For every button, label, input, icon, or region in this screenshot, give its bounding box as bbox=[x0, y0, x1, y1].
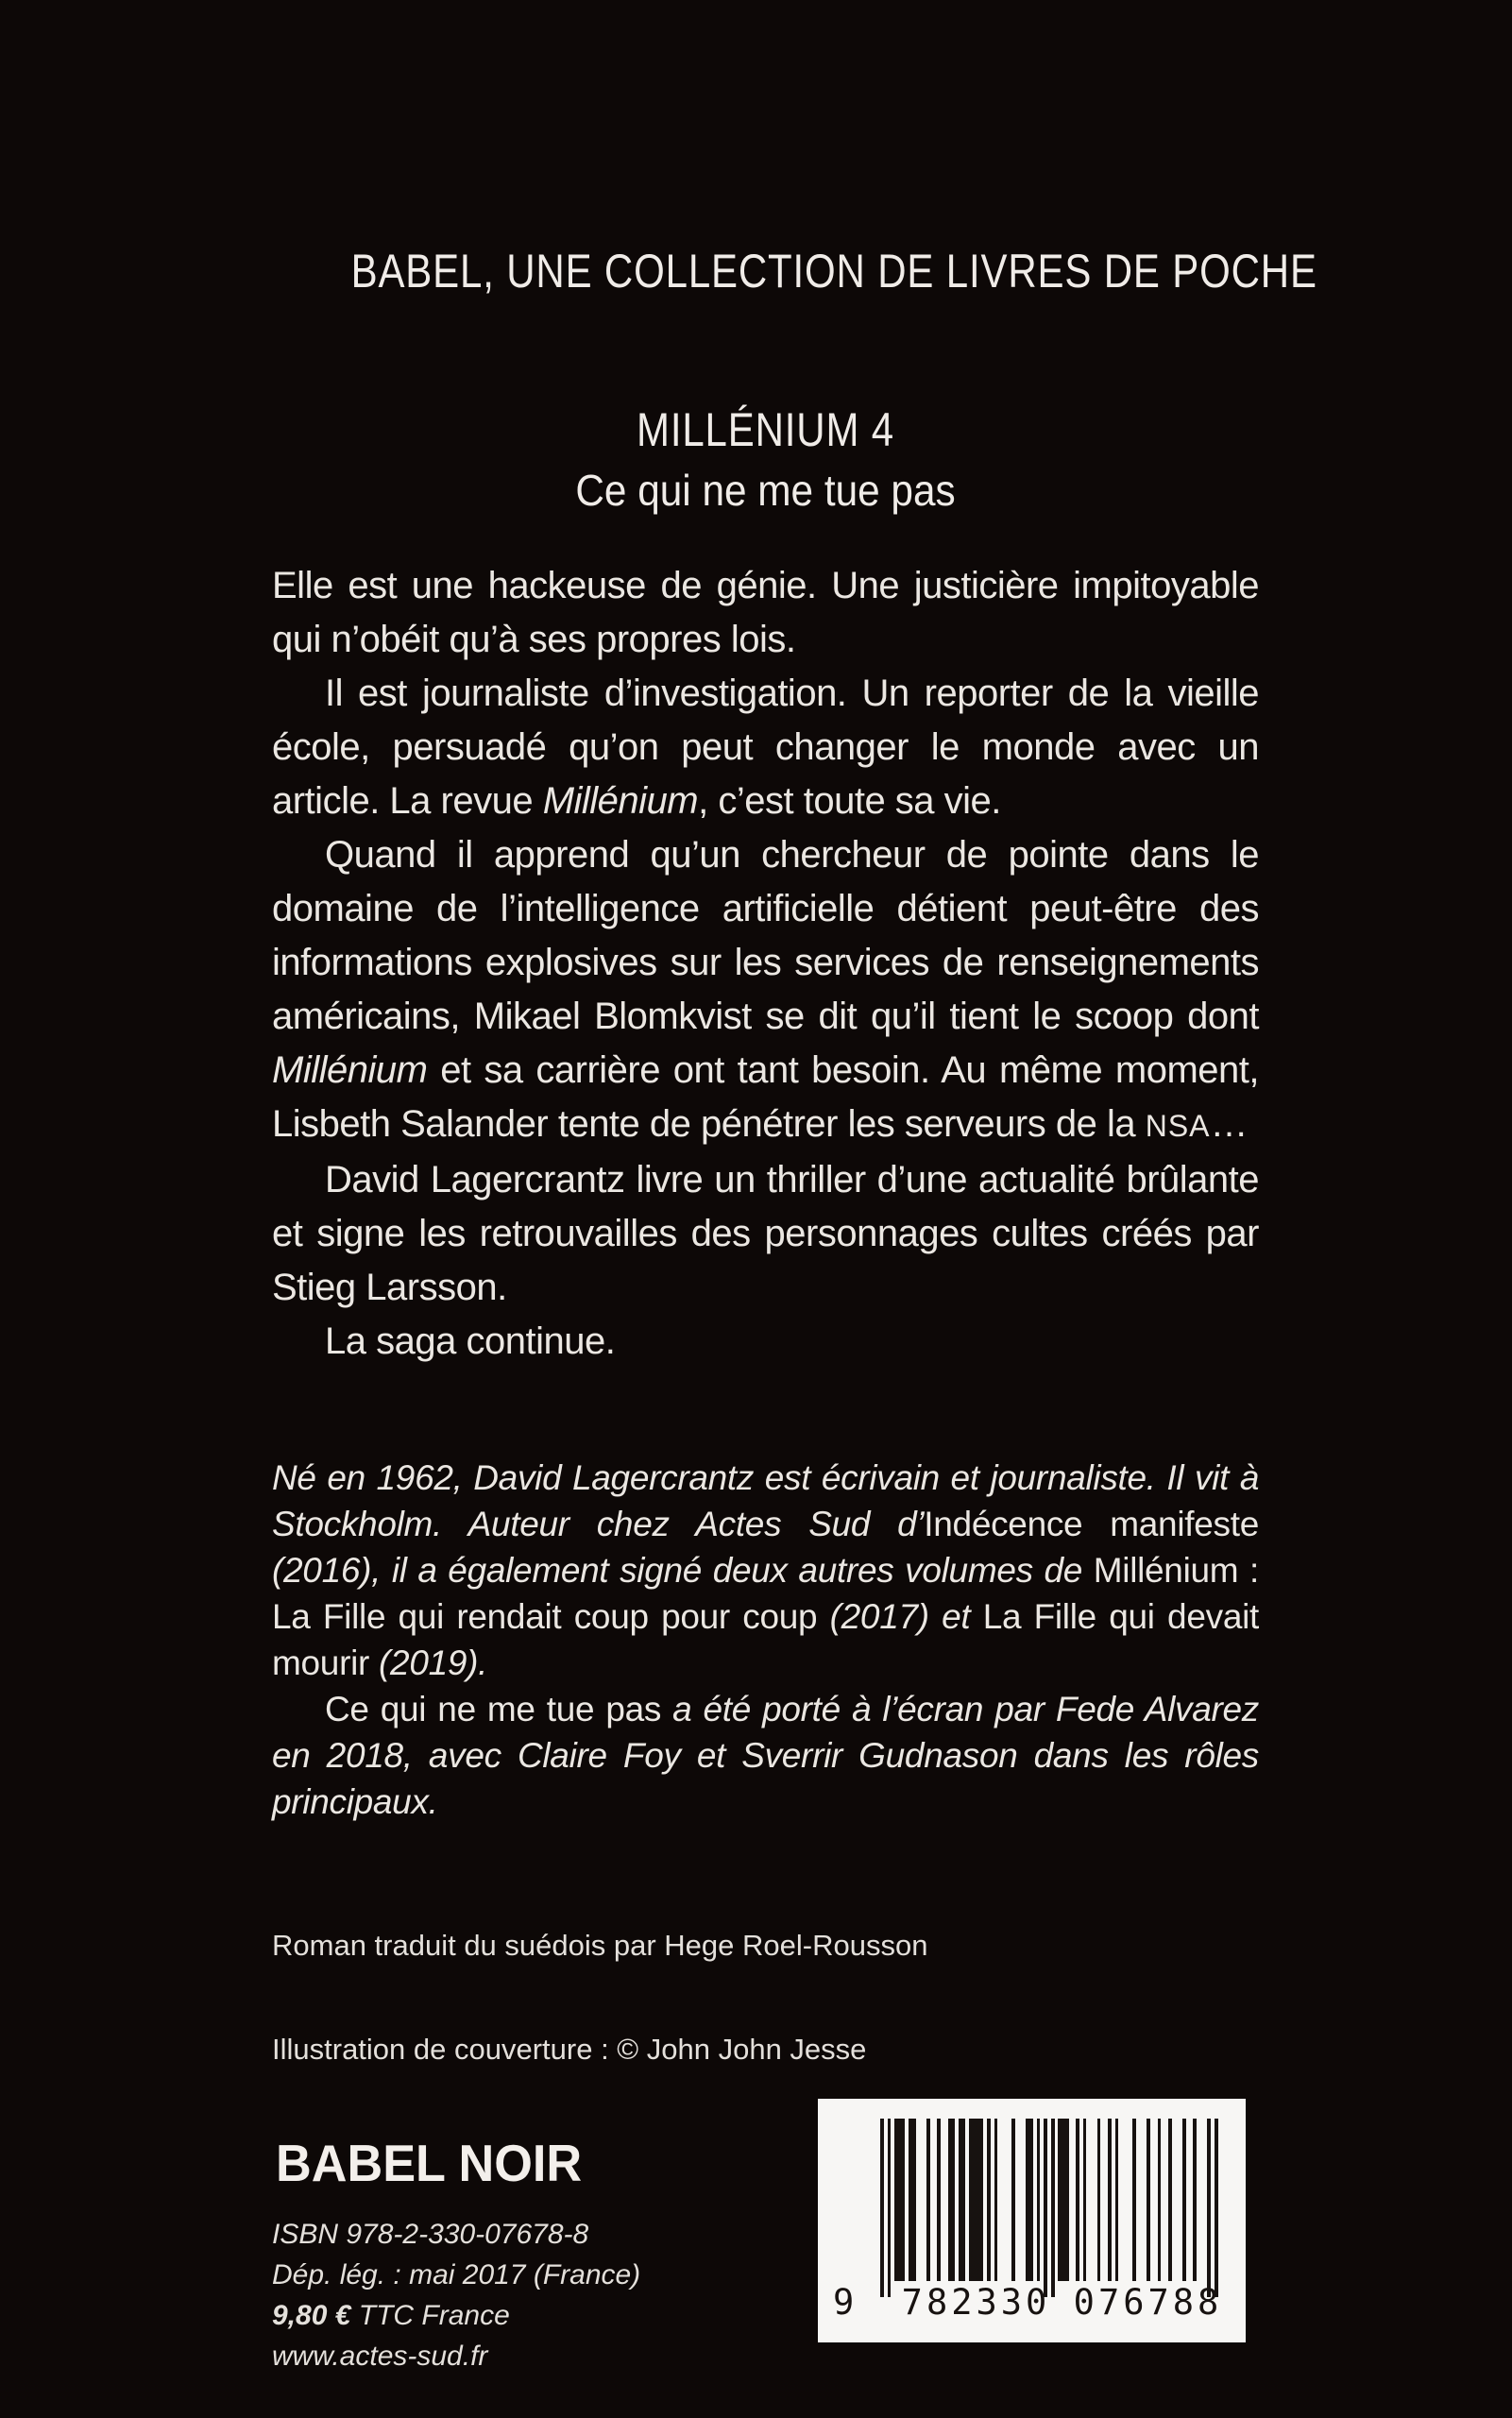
text-segment: (2017) et bbox=[817, 1597, 983, 1636]
text-segment: Quand il apprend qu’un chercheur de pointe dans le domaine de l’intelligence artificielle détient peut-être des informations explosives sur les services de renseignements américains, Mikael Blomkvist se dit qu’il tient le scoop dont bbox=[272, 834, 1259, 1037]
synopsis-paragraph bbox=[272, 1153, 1259, 1315]
price-suffix: TTC France bbox=[350, 2300, 510, 2331]
magazine-title-segment: Millénium bbox=[272, 1049, 428, 1091]
imprint-name: BABEL NOIR bbox=[276, 2134, 583, 2192]
magazine-title-segment: Millénium bbox=[542, 780, 699, 822]
series-title: MILLÉNIUM 4 bbox=[637, 403, 894, 456]
author-bio-paragraph bbox=[272, 1455, 1259, 1686]
synopsis-paragraph bbox=[272, 828, 1259, 1153]
text-segment: David Lagercrantz livre un thriller d’une actualité brûlante et signe les retrouvailles des personnages cultes créés par Stieg Larsson. bbox=[272, 1159, 1259, 1308]
text-segment: Elle est une hackeuse de génie. Une justicière impitoyable qui n’obéit qu’à ses propres lois. bbox=[272, 565, 1259, 660]
price-line bbox=[272, 2295, 640, 2336]
text-segment: Né en 1962, David Lagercrantz est écrivain et journaliste. Il vit à Stockholm. Auteur chez Actes Sud d’ bbox=[272, 1458, 1259, 1543]
legal-deposit-line: Dép. lég. : mai 2017 (France) bbox=[272, 2259, 641, 2290]
author-bio-note bbox=[272, 1455, 1259, 1825]
translation-credit: Roman traduit du suédois par Hege Roel-Rousson bbox=[272, 1929, 928, 1962]
cover-illustration-credit: Illustration de couverture : © John John Jesse bbox=[272, 2033, 867, 2066]
price-amount: 9,80 € bbox=[272, 2300, 351, 2331]
website-url: www.actes-sud.fr bbox=[272, 2341, 488, 2372]
book-title-segment: Ce qui ne me tue pas bbox=[325, 1690, 662, 1728]
barcode-digit-group: 782330 bbox=[901, 2282, 1051, 2323]
text-segment: La saga continue. bbox=[325, 1320, 616, 1362]
imprint-details bbox=[272, 2214, 640, 2376]
text-segment: a été porté à l’écran par Fede Alvarez en 2018, avec Claire Foy et Sverrir Gudnason dans les rôles principaux. bbox=[272, 1690, 1259, 1821]
synopsis-paragraph bbox=[272, 667, 1259, 828]
text-segment: … bbox=[1210, 1103, 1248, 1145]
text-segment: (2019). bbox=[369, 1643, 488, 1682]
text-segment: Il est journaliste d’investigation. Un reporter de la vieille école, persuadé qu’on peut changer le monde avec un article. La revue bbox=[272, 673, 1259, 822]
barcode bbox=[818, 2099, 1246, 2342]
book-title-segment: Indécence manifeste bbox=[924, 1505, 1259, 1543]
text-segment: et sa carrière ont tant besoin. Au même moment, Lisbeth Salander tente de pénétrer les serveurs de la bbox=[272, 1049, 1259, 1145]
barcode-number bbox=[818, 2282, 1246, 2329]
isbn-line: ISBN 978-2-330-07678-8 bbox=[272, 2219, 589, 2250]
barcode-digit-group: 076788 bbox=[1073, 2282, 1223, 2323]
book-title-segment: La Fille qui devait mourir bbox=[272, 1597, 1259, 1682]
acronym-segment: NSA bbox=[1145, 1109, 1211, 1143]
book-title-segment: Millénium : La Fille qui rendait coup pour coup bbox=[272, 1551, 1259, 1636]
barcode-bars bbox=[880, 2119, 1218, 2297]
text-segment: (2016), il a également signé deux autres volumes de bbox=[272, 1551, 1094, 1590]
barcode-digit-group: 9 bbox=[833, 2282, 855, 2323]
synopsis-paragraph bbox=[272, 559, 1259, 667]
collection-line: BABEL, UNE COLLECTION DE LIVRES DE POCHE bbox=[350, 245, 1317, 298]
synopsis-paragraph bbox=[272, 1315, 1259, 1369]
author-bio-paragraph bbox=[272, 1686, 1259, 1825]
book-title: Ce qui ne me tue pas bbox=[575, 466, 956, 515]
text-segment: , c’est toute sa vie. bbox=[698, 780, 1001, 822]
synopsis bbox=[272, 559, 1259, 1369]
